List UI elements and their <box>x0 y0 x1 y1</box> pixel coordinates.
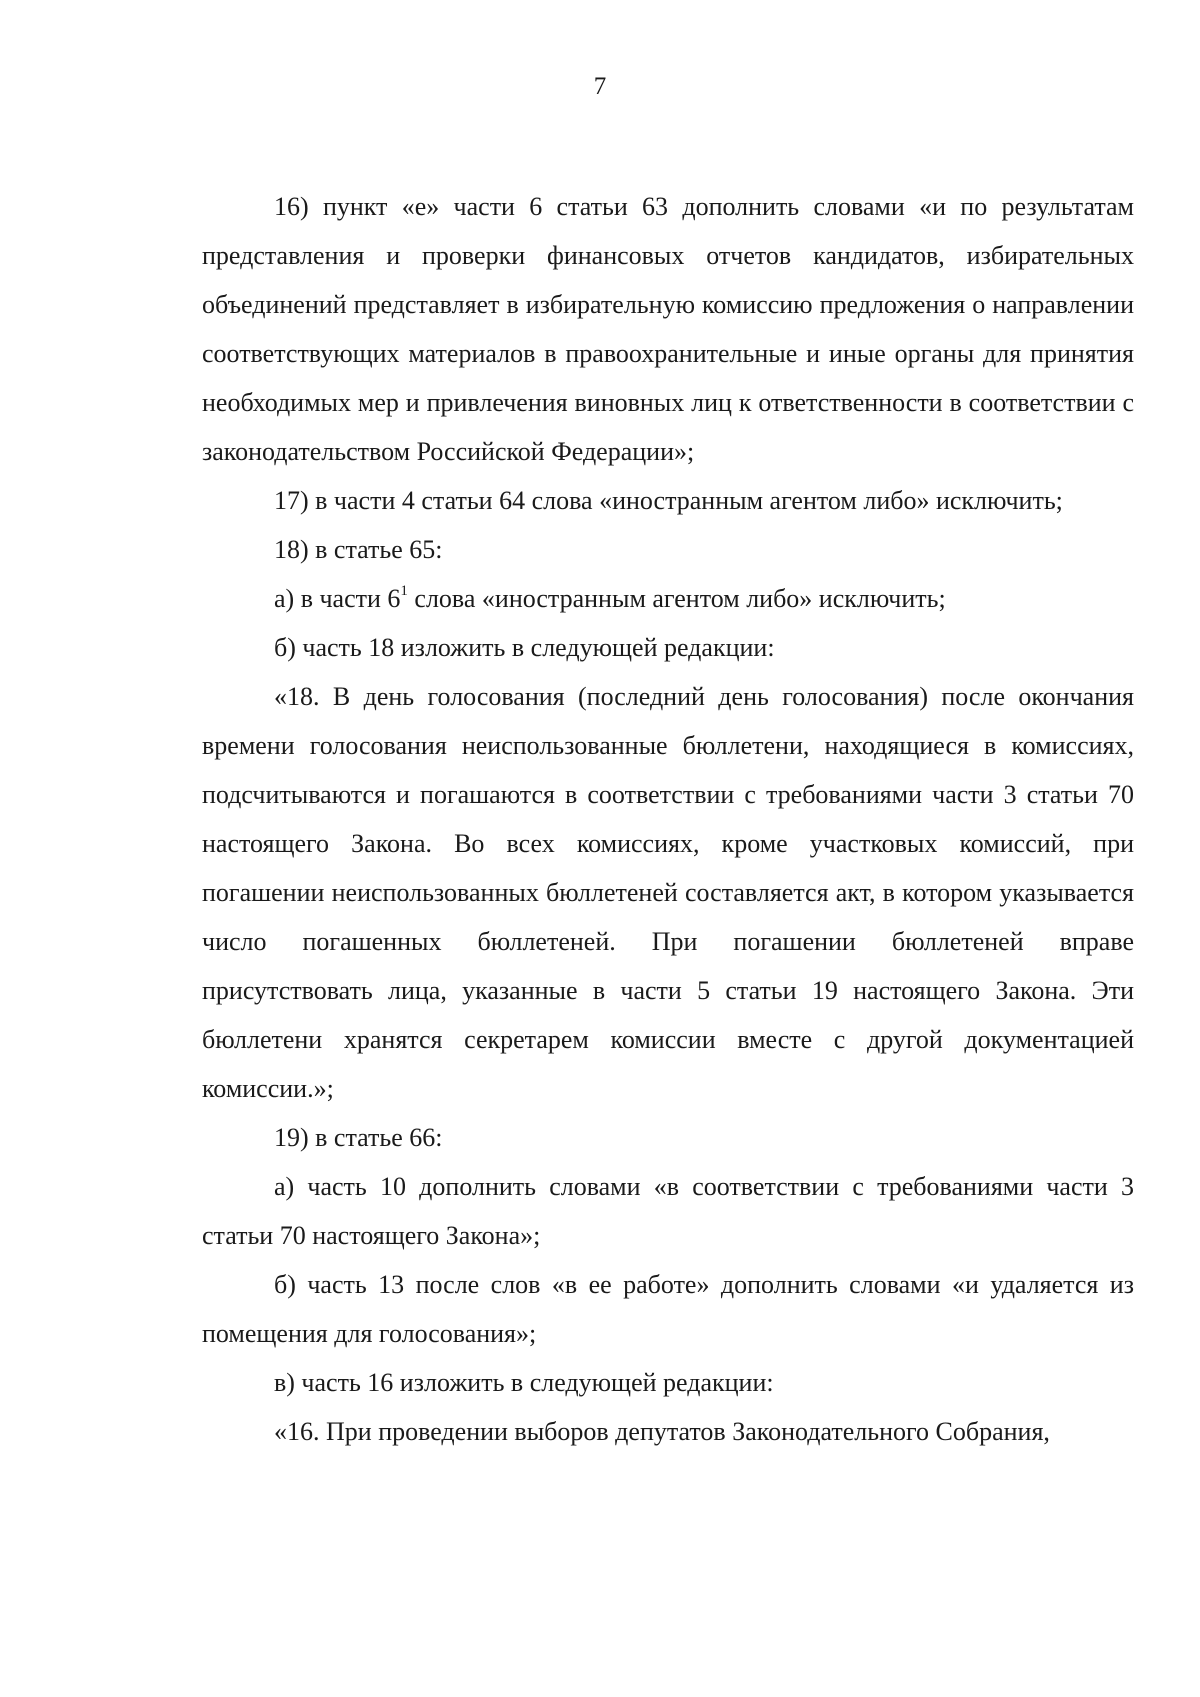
paragraph-item-19: 19) в статье 66: <box>274 1123 443 1152</box>
paragraph-item-17: 17) в части 4 статьи 64 слова «иностранным агентом либо» исключить; <box>274 486 1063 515</box>
paragraph-item-19-v: в) часть 16 изложить в следующей редакции: <box>274 1368 774 1397</box>
paragraph-part-16-text: «16. При проведении выборов депутатов Законодательного Собрания, <box>274 1417 1050 1446</box>
paragraph-item-18: 18) в статье 65: <box>274 535 443 564</box>
paragraph-text-before-superscript: а) в части 6 <box>274 584 401 613</box>
paragraph-item-19-a: а) часть 10 дополнить словами «в соответствии с требованиями части 3 статьи 70 настоящего Закона»; <box>202 1172 1134 1250</box>
superscript-marker: 1 <box>400 583 408 600</box>
page-number: 7 <box>593 73 607 100</box>
paragraph-item-16: 16) пункт «е» части 6 статьи 63 дополнить словами «и по результатам представления и проверки финансовых отчетов кандидатов, избирательных объединений представляет в избирательную комиссию предложения о направлении соответствующих материалов в правоохранительные и иные органы для принятия необходимых мер и привлечения виновных лиц к ответственности в соответствии с законодательством Российской Федерации»; <box>202 192 1134 466</box>
paragraph-item-18-a <box>202 574 1134 623</box>
paragraph-item-18-b: б) часть 18 изложить в следующей редакции: <box>274 633 775 662</box>
paragraph-item-19-b: б) часть 13 после слов «в ее работе» дополнить словами «и удаляется из помещения для голосования»; <box>202 1270 1134 1348</box>
document-body <box>202 182 1134 1456</box>
paragraph-part-18-text: «18. В день голосования (последний день голосования) после окончания времени голосования неиспользованные бюллетени, находящиеся в комиссиях, подсчитываются и погашаются в соответствии с требованиями части 3 статьи 70 настоящего Закона. Во всех комиссиях, кроме участковых комиссий, при погашении неиспользованных бюллетеней составляется акт, в котором указывается число погашенных бюллетеней. При погашении бюллетеней вправе присутствовать лица, указанные в части 5 статьи 19 настоящего Закона. Эти бюллетени хранятся секретарем комиссии вместе с другой документацией комиссии.»; <box>202 682 1134 1103</box>
paragraph-text-after-superscript: слова «иностранным агентом либо» исключить; <box>407 584 946 613</box>
